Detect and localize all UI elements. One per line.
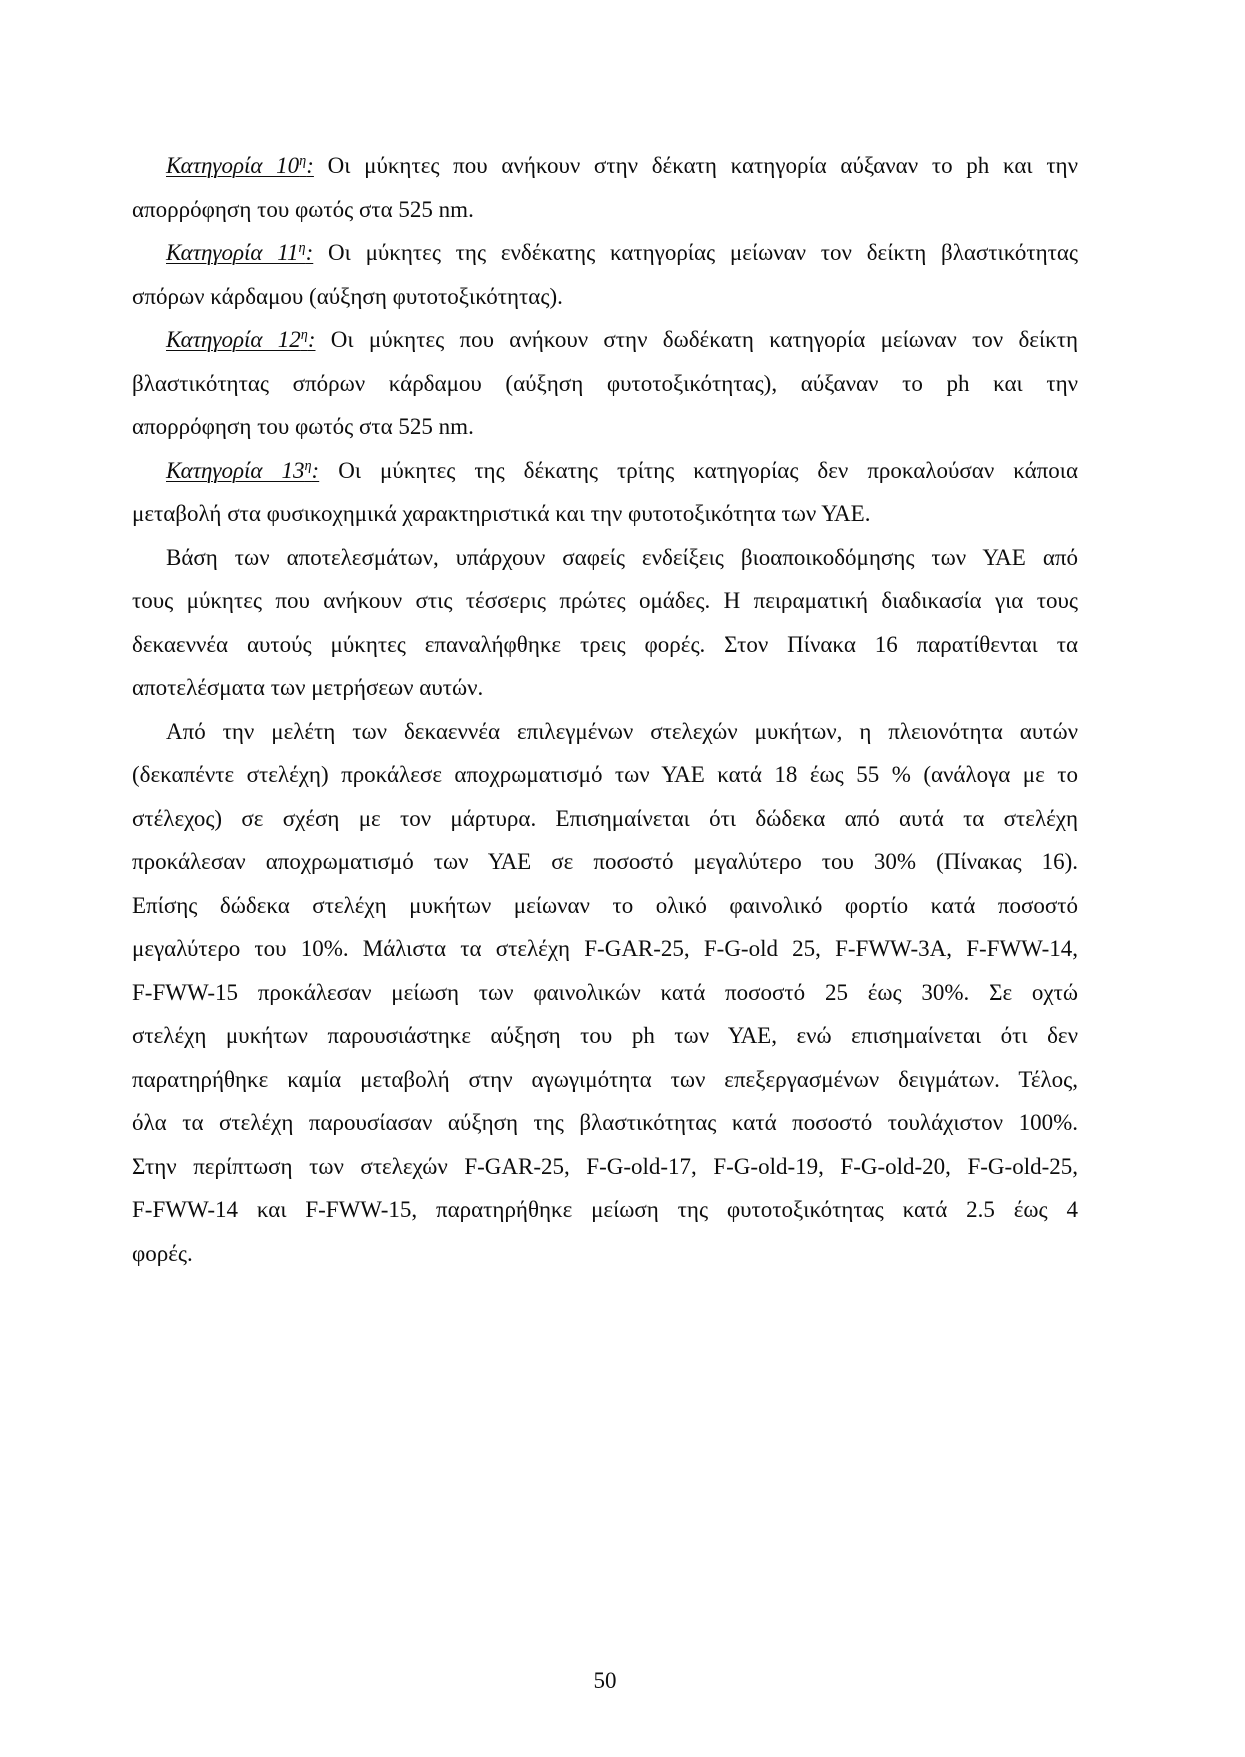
text-line	[132, 1188, 1078, 1232]
text-line	[132, 318, 1078, 362]
line-text: Οι μύκητες που ανήκουν στην δέκατη κατηγορία αύξαναν το ph και την	[327, 153, 1078, 178]
line-text: μεγαλύτερο του 10%. Μάλιστα τα στελέχη F-GAR-25, F-G-old 25, F-FWW-3A, F-FWW-14,	[132, 936, 1078, 961]
line-text: τους μύκητες που ανήκουν στις τέσσερις πρώτες ομάδες. Η πειραματική διαδικασία για τους	[132, 588, 1078, 613]
line-text: Στην περίπτωση των στελεχών F-GAR-25, F-G-old-17, F-G-old-19, F-G-old-20, F-G-old-25,	[132, 1153, 1078, 1179]
ordinal-suffix: η	[304, 457, 312, 474]
line-text: αποτελέσματα των μετρήσεων αυτών.	[132, 675, 484, 700]
category-label	[166, 458, 319, 483]
line-text: Από την μελέτη των δεκαεννέα επιλεγμένων στελεχών μυκήτων, η πλειονότητα αυτών	[166, 718, 1078, 744]
category-13-paragraph	[132, 449, 1078, 536]
text-line	[132, 1101, 1078, 1145]
line-text: σπόρων κάρδαμου (αύξηση φυτοτοξικότητας).	[132, 283, 563, 309]
category-label-text: Κατηγορία 13	[166, 457, 305, 483]
label-colon: :	[305, 240, 314, 265]
line-text: απορρόφηση του φωτός στα 525 nm.	[132, 196, 474, 222]
text-line	[132, 362, 1078, 406]
ordinal-suffix: η	[300, 327, 308, 344]
line-text: όλα τα στελέχη παρουσίασαν αύξηση της βλαστικότητας κατά ποσοστό τουλάχιστον 100%.	[132, 1110, 1078, 1135]
category-label-text: Κατηγορία 11	[166, 240, 299, 265]
text-line	[132, 753, 1078, 797]
category-label	[166, 240, 313, 265]
label-colon: :	[307, 327, 316, 352]
line-text: (δεκαπέντε στελέχη) προκάλεσε αποχρωματισμό των ΥΑΕ κατά 18 έως 55 % (ανάλογα με το	[132, 762, 1078, 787]
text-line	[132, 492, 1078, 536]
category-12-paragraph	[132, 318, 1078, 449]
line-text: F-FWW-14 και F-FWW-15, παρατηρήθηκε μείωση της φυτοτοξικότητας κατά 2.5 έως 4	[132, 1197, 1078, 1222]
line-text: F-FWW-15 προκάλεσαν μείωση των φαινολικών κατά ποσοστό 25 έως 30%. Σε οχτώ	[132, 979, 1078, 1005]
line-text: Οι μύκητες της δέκατης τρίτης κατηγορίας δεν προκαλούσαν κάποια	[338, 457, 1079, 483]
line-text: Οι μύκητες που ανήκουν στην δωδέκατη κατηγορία μείωναν τον δείκτη	[330, 327, 1078, 352]
text-line	[132, 840, 1078, 884]
category-label-text: Κατηγορία 10	[166, 153, 300, 178]
text-line	[132, 579, 1078, 623]
text-line	[132, 927, 1078, 971]
line-text: φορές.	[132, 1240, 193, 1266]
text-line	[132, 1145, 1078, 1189]
text-line	[132, 405, 1078, 449]
text-line	[132, 797, 1078, 841]
label-colon: :	[306, 153, 314, 178]
line-text: στελέχη μυκήτων παρουσιάστηκε αύξηση του ph των ΥΑΕ, ενώ επισημαίνεται ότι δεν	[132, 1023, 1078, 1048]
page-number: 50	[593, 1668, 617, 1693]
line-text: παρατηρήθηκε καμία μεταβολή στην αγωγιμότητα των επεξεργασμένων δειγμάτων. Τέλος,	[132, 1066, 1078, 1092]
text-line	[132, 1058, 1078, 1102]
text-line	[132, 144, 1078, 188]
category-label	[166, 153, 314, 178]
ordinal-suffix: η	[298, 240, 306, 257]
line-text: Βάση των αποτελεσμάτων, υπάρχουν σαφείς ενδείξεις βιοαποικοδόμησης των ΥΑΕ από	[166, 544, 1078, 570]
text-line	[132, 1014, 1078, 1058]
line-text: Επίσης δώδεκα στελέχη μυκήτων μείωναν το ολικό φαινολικό φορτίο κατά ποσοστό	[132, 892, 1078, 918]
line-text: Οι μύκητες της ενδέκατης κατηγορίας μείωναν τον δείκτη βλαστικότητας	[328, 240, 1078, 265]
text-line	[132, 231, 1078, 275]
category-label	[166, 327, 316, 352]
line-text: στέλεχος) σε σχέση με τον μάρτυρα. Επισημαίνεται ότι δώδεκα από αυτά τα στελέχη	[132, 805, 1078, 831]
ordinal-suffix: η	[299, 153, 307, 170]
text-line	[132, 666, 1078, 710]
text-line	[132, 1232, 1078, 1276]
text-line	[132, 188, 1078, 232]
text-line	[132, 971, 1078, 1015]
line-text: βλαστικότητας σπόρων κάρδαμου (αύξηση φυτοτοξικότητας), αύξαναν το ph και την	[132, 370, 1078, 396]
category-11-paragraph	[132, 231, 1078, 318]
discussion-paragraph	[132, 710, 1078, 1276]
text-line	[132, 884, 1078, 928]
line-text: προκάλεσαν αποχρωματισμό των ΥΑΕ σε ποσοστό μεγαλύτερο του 30% (Πίνακας 16).	[132, 849, 1078, 874]
category-label-text: Κατηγορία 12	[166, 327, 301, 352]
text-line	[132, 710, 1078, 754]
line-text: μεταβολή στα φυσικοχημικά χαρακτηριστικά και την φυτοτοξικότητα των ΥΑΕ.	[132, 501, 871, 526]
results-paragraph	[132, 536, 1078, 710]
text-line	[132, 275, 1078, 319]
text-line	[132, 449, 1078, 493]
label-colon: :	[311, 457, 320, 483]
text-line	[132, 536, 1078, 580]
line-text: δεκαεννέα αυτούς μύκητες επαναλήφθηκε τρεις φορές. Στον Πίνακα 16 παρατίθενται τα	[132, 631, 1078, 657]
body-text	[132, 144, 1078, 1275]
line-text: απορρόφηση του φωτός στα 525 nm.	[132, 414, 474, 439]
text-line	[132, 623, 1078, 667]
category-10-paragraph	[132, 144, 1078, 231]
